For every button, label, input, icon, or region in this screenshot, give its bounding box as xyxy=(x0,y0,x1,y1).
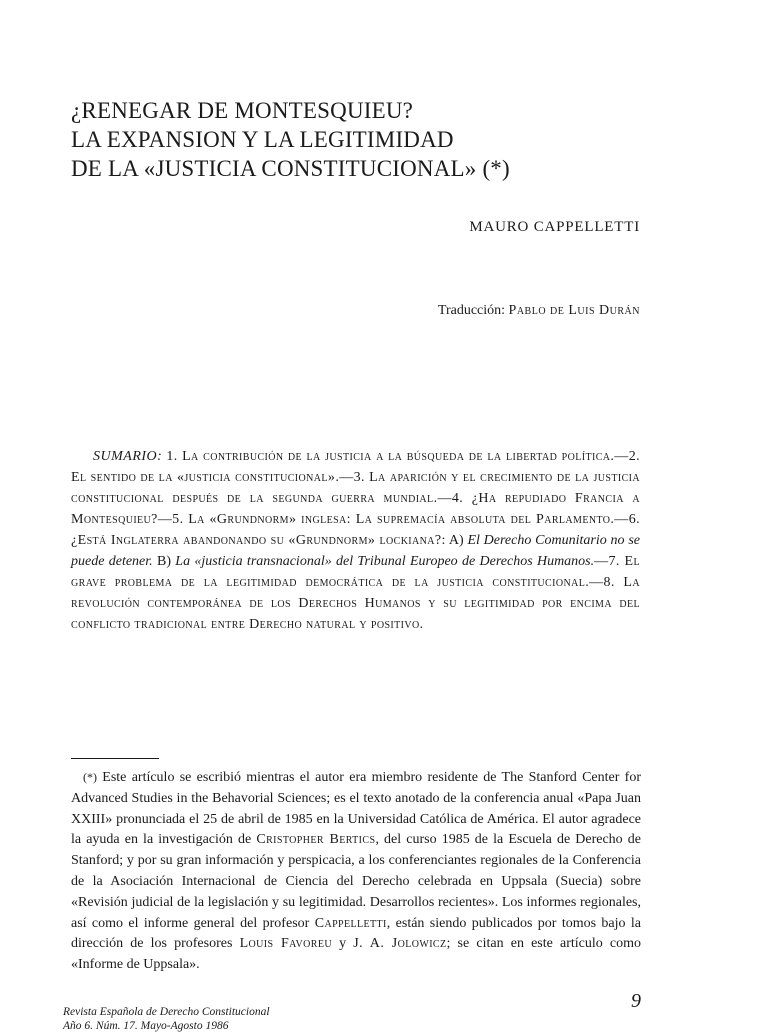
summary-part-1: 1. La contribución de la justicia a la búsqueda de la libertad política.—2. El sentido de la «justicia constitucional».—3. La aparición y el crecimiento de la justicia constitucional después de la segunda guerra mundial.—4. ¿Ha repudiado Francia a Montesquieu?—5. La «Grundnorm» inglesa: La supremacía absoluta del Parlamento.—6. ¿Está Inglaterra abandonando su «Grundnorm» lockiana?: xyxy=(71,449,640,548)
footnote-paragraph xyxy=(71,767,641,976)
summary-item-a: El Derecho Comunitario no se puede detener. xyxy=(71,533,640,569)
title-line-3: DE LA «JUSTICIA CONSTITUCIONAL» (*) xyxy=(71,156,510,181)
journal-name: Revista Española de Derecho Constitucional xyxy=(63,1006,270,1018)
journal-issue: Año 6. Núm. 17. Mayo-Agosto 1986 xyxy=(63,1020,229,1032)
translation-label: Traducción: xyxy=(437,303,506,318)
footnote-name-4: J. A. Jolowicz xyxy=(353,936,447,952)
footnote-text-2: , del curso 1985 de la Escuela de Derecho de Stanford; y por su gran información y perspicacia, a los conferenciantes regionales de la Conferencia de la Asociación Internacional de Ciencia del Derecho celebrada en Uppsala (Suecia) sobre «Revisión judicial de la legislación y su legitimidad. Desarrollos recientes». Los informes regionales, así como el informe general del profesor xyxy=(71,832,642,931)
translator-name: Pablo de Luis Durán xyxy=(508,303,640,318)
footnote-text-1: Este artículo se escribió mientras el autor era miembro residente de The Stanford Center for Advanced Studies in the Behavorial Sciences; es el texto anotado de la conferencia anual «Papa Juan XXIII» pronunciada el 25 de abril de 1985 en la Universidad Católica de América. El autor agradece la ayuda en la investigación de xyxy=(71,770,642,848)
footnote-text-3: , están siendo publicados por tomos bajo la dirección de los profesores xyxy=(71,915,642,952)
translation-credit xyxy=(438,303,640,319)
summary-item-b: La «justicia transnacional» del Tribunal Europeo de Derechos Humanos. xyxy=(175,554,595,569)
article-title xyxy=(71,96,671,183)
footnote-name-2: Cappelletti xyxy=(314,915,387,931)
author-name: MAURO CAPPELLETTI xyxy=(469,219,640,235)
page-number: 9 xyxy=(631,990,641,1012)
title-line-2: LA EXPANSION Y LA LEGITIMIDAD xyxy=(71,127,454,152)
footnote-text-4: y xyxy=(339,936,347,952)
summary-marker-b: B) xyxy=(156,554,171,569)
footnote-text-5: ; se citan en este artículo como «Informe de Uppsala». xyxy=(71,936,642,973)
journal-footer xyxy=(63,1005,270,1032)
footnote-separator xyxy=(71,758,159,759)
footnote-marker: (*) xyxy=(83,770,97,784)
footnote-name-1: Cristopher Bertics xyxy=(256,832,376,848)
footnote-name-3: Louis Favoreu xyxy=(239,936,332,952)
title-line-1: ¿RENEGAR DE MONTESQUIEU? xyxy=(71,98,414,123)
summary-part-2: —7. El grave problema de la legitimidad democrática de la justicia constitucional.—8. La revolución contemporánea de los Derechos Humanos y su legitimidad por encima del conflicto tradicional entre Derecho natural y positivo. xyxy=(71,554,640,632)
summary-marker-a: A) xyxy=(448,533,464,548)
summary-label: SUMARIO: xyxy=(93,449,163,464)
summary-paragraph xyxy=(71,446,640,635)
